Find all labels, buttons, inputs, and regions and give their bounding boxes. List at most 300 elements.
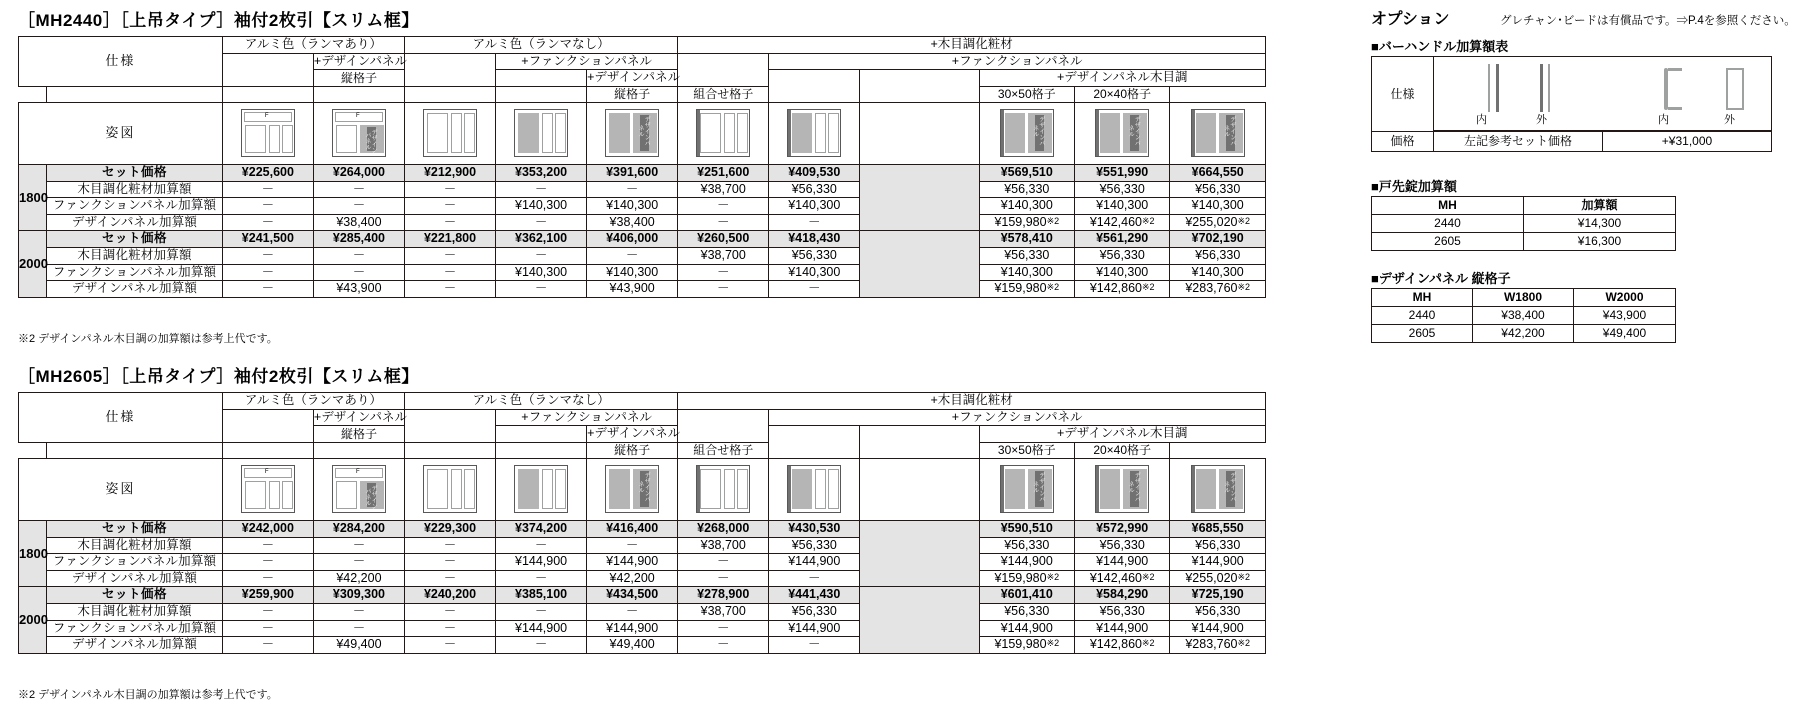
wood-trim bbox=[1001, 466, 1004, 512]
blank-fp-3 bbox=[860, 70, 979, 103]
blank-shaded bbox=[860, 164, 979, 231]
price-cell: － bbox=[313, 181, 404, 198]
price-cell: － bbox=[404, 537, 495, 554]
door-pane bbox=[815, 469, 826, 509]
row-label: ファンクションパネル加算額 bbox=[47, 554, 223, 571]
door-pane bbox=[700, 113, 721, 153]
design-panel-label: デザインパネル bbox=[1222, 116, 1235, 147]
blank-shaded bbox=[860, 231, 979, 298]
price-cell: － bbox=[496, 537, 587, 554]
row-label: デザインパネル加算額 bbox=[47, 281, 223, 298]
blank-mokume bbox=[678, 53, 769, 86]
price-cell: － bbox=[404, 637, 495, 654]
price-cell: ¥140,300 bbox=[1074, 264, 1169, 281]
blank-fp-3 bbox=[860, 426, 979, 459]
price-cell: ¥38,400 bbox=[587, 214, 678, 231]
price-cell: － bbox=[587, 181, 678, 198]
handle-figures bbox=[1436, 58, 1769, 129]
design-panel-label: デザインパネル bbox=[1222, 472, 1235, 503]
price-cell: － bbox=[404, 198, 495, 215]
price-cell: ¥142,860$^{※2}$ bbox=[1074, 637, 1169, 654]
door-pane bbox=[245, 125, 266, 153]
tosaki-col-amount: 加算額 bbox=[1524, 197, 1676, 215]
blank-spec-1 bbox=[19, 442, 47, 458]
tosaki-table bbox=[1371, 196, 1676, 251]
price-cell: ¥144,900 bbox=[1074, 620, 1169, 637]
price-cell: － bbox=[313, 198, 404, 215]
blank-fp-1 bbox=[496, 426, 587, 443]
price-cell: － bbox=[222, 281, 313, 298]
row-label: セット価格 bbox=[47, 164, 223, 181]
price-cell: ¥416,400 bbox=[587, 520, 678, 537]
price-cell: － bbox=[678, 554, 769, 571]
price-cell: ¥43,900 bbox=[587, 281, 678, 298]
price-cell: ¥725,190 bbox=[1170, 587, 1266, 604]
door-pane bbox=[555, 469, 566, 509]
dp-col-mh: MH bbox=[1372, 289, 1473, 307]
price-cell: ¥259,900 bbox=[222, 587, 313, 604]
blank-a4 bbox=[496, 442, 587, 458]
price-cell: ¥409,530 bbox=[769, 164, 860, 181]
price-cell: ¥229,300 bbox=[404, 520, 495, 537]
option-title: オプション bbox=[1371, 11, 1450, 28]
price-cell: ¥140,300 bbox=[979, 264, 1074, 281]
price-cell: ¥285,400 bbox=[313, 231, 404, 248]
tosaki-heading: ■戸先錠加算額 bbox=[1371, 179, 1457, 194]
price-cell: － bbox=[769, 637, 860, 654]
tosaki-mh: 2440 bbox=[1372, 215, 1524, 233]
door-figure-6 bbox=[678, 458, 769, 520]
price-cell: ¥38,700 bbox=[678, 537, 769, 554]
tosaki-amount: ¥16,300 bbox=[1524, 233, 1676, 251]
spec-header-cell: 仕様 bbox=[19, 393, 223, 443]
price-cell: － bbox=[404, 570, 495, 587]
price-cell: － bbox=[222, 537, 313, 554]
price-cell: － bbox=[769, 281, 860, 298]
price-cell: ¥140,300 bbox=[769, 264, 860, 281]
blank-fp-1 bbox=[496, 70, 587, 87]
price-cell: ¥685,550 bbox=[1170, 520, 1266, 537]
door-figure-7 bbox=[769, 458, 860, 520]
row-label: 木目調化粧材加算額 bbox=[47, 537, 223, 554]
price-cell: ¥43,900 bbox=[313, 281, 404, 298]
handle-bar-outer-2 bbox=[1548, 64, 1550, 112]
subheader-2040: 20×40格子 bbox=[1074, 86, 1169, 102]
subheader-design-panel-2: +デザインパネル bbox=[587, 426, 678, 443]
door-figure-2 bbox=[313, 458, 404, 520]
price-cell: ¥430,530 bbox=[769, 520, 860, 537]
blank-fp-2 bbox=[769, 426, 860, 459]
figure-header-cell: 姿図 bbox=[19, 102, 223, 164]
price-cell: ¥56,330 bbox=[1074, 604, 1169, 621]
price-cell: － bbox=[769, 214, 860, 231]
price-cell: ¥144,900 bbox=[979, 554, 1074, 571]
subheader-tate-koushi-2: 縦格子 bbox=[587, 442, 678, 458]
price-cell: － bbox=[313, 537, 404, 554]
price-cell: ¥284,200 bbox=[313, 520, 404, 537]
price-cell: ¥159,980$^{※2}$ bbox=[979, 637, 1074, 654]
row-label: セット価格 bbox=[47, 520, 223, 537]
price-cell: ¥42,200 bbox=[313, 570, 404, 587]
subheader-tate-koushi-2: 縦格子 bbox=[587, 86, 678, 102]
price-cell: ¥42,200 bbox=[587, 570, 678, 587]
section-2-title: ［MH2605］［上吊タイプ］袖付2枚引【スリム框】 bbox=[18, 367, 419, 386]
price-cell: ¥56,330 bbox=[1074, 537, 1169, 554]
function-panel-area bbox=[1196, 113, 1216, 153]
footnote-1: ※2 デザインパネル木目調の加算額は参考上代です。 bbox=[18, 333, 278, 345]
price-cell: ¥406,000 bbox=[587, 231, 678, 248]
price-cell: ¥144,900 bbox=[587, 554, 678, 571]
door-figure-2 bbox=[313, 102, 404, 164]
price-cell: － bbox=[404, 214, 495, 231]
row-label: ファンクションパネル加算額 bbox=[47, 198, 223, 215]
door-figure-3 bbox=[404, 102, 495, 164]
price-cell: ¥49,400 bbox=[587, 637, 678, 654]
tosaki-amount: ¥14,300 bbox=[1524, 215, 1676, 233]
blank-a3 bbox=[404, 442, 495, 458]
blank-alumi-ranma bbox=[222, 53, 313, 86]
price-cell: ¥144,900 bbox=[979, 620, 1074, 637]
bar-handle-price-label: 価格 bbox=[1372, 132, 1434, 152]
price-cell: ¥144,900 bbox=[496, 620, 587, 637]
price-cell: ¥140,300 bbox=[769, 198, 860, 215]
function-panel-area bbox=[1196, 469, 1216, 509]
price-cell: ¥142,860$^{※2}$ bbox=[1074, 281, 1169, 298]
subheader-kumiawase: 組合せ格子 bbox=[678, 86, 769, 102]
price-cell: ¥159,980$^{※2}$ bbox=[979, 570, 1074, 587]
price-cell: ¥142,460$^{※2}$ bbox=[1074, 570, 1169, 587]
design-panel-label: デザインパネル bbox=[363, 129, 376, 154]
price-cell: － bbox=[404, 620, 495, 637]
price-cell: － bbox=[769, 570, 860, 587]
dp-mh: 2605 bbox=[1372, 325, 1473, 343]
price-cell: － bbox=[313, 554, 404, 571]
door-label-f: F bbox=[355, 469, 360, 476]
handle-round-inner-bot bbox=[1668, 107, 1682, 110]
price-cell: － bbox=[222, 604, 313, 621]
price-cell: － bbox=[404, 181, 495, 198]
price-cell: ¥142,460$^{※2}$ bbox=[1074, 214, 1169, 231]
door-pane bbox=[245, 481, 266, 509]
door-figure-5 bbox=[587, 102, 678, 164]
dp-col-w2000: W2000 bbox=[1574, 289, 1676, 307]
price-cell: ¥309,300 bbox=[313, 587, 404, 604]
blank-spec-1 bbox=[19, 86, 47, 102]
function-panel-area bbox=[1100, 469, 1120, 509]
price-cell: ¥212,900 bbox=[404, 164, 495, 181]
function-panel-area bbox=[609, 469, 630, 509]
height-label-1800: 1800 bbox=[19, 164, 47, 231]
blank-mokume bbox=[678, 409, 769, 442]
door-pane bbox=[427, 113, 448, 153]
price-cell: － bbox=[678, 198, 769, 215]
handle-inner-label-1: 内 bbox=[1476, 114, 1487, 126]
price-cell: ¥56,330 bbox=[1074, 181, 1169, 198]
price-cell: － bbox=[587, 248, 678, 265]
price-cell: ¥601,410 bbox=[979, 587, 1074, 604]
design-panel-label: デザインパネル bbox=[363, 485, 376, 510]
price-cell: ¥385,100 bbox=[496, 587, 587, 604]
door-label-f: F bbox=[355, 113, 360, 120]
blank-a1 bbox=[222, 86, 313, 102]
design-panel-heading: ■デザインパネル 縦格子 bbox=[1371, 271, 1511, 286]
tosaki-mh: 2605 bbox=[1372, 233, 1524, 251]
group-header-mokume: +木目調化粧材 bbox=[678, 37, 1266, 54]
wood-trim bbox=[788, 110, 791, 156]
price-cell: － bbox=[222, 570, 313, 587]
price-cell: ¥56,330 bbox=[769, 604, 860, 621]
function-panel-area bbox=[1100, 113, 1120, 153]
handle-round-inner-top bbox=[1668, 68, 1682, 71]
row-label: ファンクションパネル加算額 bbox=[47, 620, 223, 637]
dp-w2000: ¥43,900 bbox=[1574, 307, 1676, 325]
price-cell: ¥140,300 bbox=[587, 198, 678, 215]
blank-spec-2 bbox=[47, 86, 223, 102]
price-cell: ¥56,330 bbox=[979, 604, 1074, 621]
price-cell: ¥56,330 bbox=[769, 181, 860, 198]
row-label: ファンクションパネル加算額 bbox=[47, 264, 223, 281]
door-pane bbox=[828, 113, 839, 153]
price-cell: ¥49,400 bbox=[313, 637, 404, 654]
door-pane bbox=[282, 125, 293, 153]
price-cell: ¥144,900 bbox=[1074, 554, 1169, 571]
door-pane bbox=[427, 469, 448, 509]
price-cell: ¥144,900 bbox=[769, 620, 860, 637]
price-cell: ¥590,510 bbox=[979, 520, 1074, 537]
price-cell: － bbox=[313, 248, 404, 265]
design-panel-label: デザインパネル bbox=[1127, 472, 1140, 503]
price-cell: ¥56,330 bbox=[769, 537, 860, 554]
price-cell: － bbox=[404, 248, 495, 265]
door-figure-5 bbox=[587, 458, 678, 520]
bar-handle-right-value: +¥31,000 bbox=[1603, 132, 1772, 152]
subheader-design-panel-1: +デザインパネル bbox=[313, 53, 404, 70]
price-cell: ¥240,200 bbox=[404, 587, 495, 604]
price-cell: － bbox=[222, 181, 313, 198]
price-cell: ¥561,290 bbox=[1074, 231, 1169, 248]
function-panel-area bbox=[792, 113, 812, 153]
price-cell: ¥38,700 bbox=[678, 181, 769, 198]
door-pane bbox=[282, 481, 293, 509]
row-label: デザインパネル加算額 bbox=[47, 214, 223, 231]
subheader-function-panel-2: +ファンクションパネル bbox=[769, 409, 1266, 426]
price-cell: ¥159,980$^{※2}$ bbox=[979, 281, 1074, 298]
price-cell: ¥418,430 bbox=[769, 231, 860, 248]
design-panel-label: デザインパネル bbox=[637, 116, 650, 147]
row-label: セット価格 bbox=[47, 231, 223, 248]
bar-handle-left-value: 左記参考セット価格 bbox=[1434, 132, 1603, 152]
price-cell: ¥374,200 bbox=[496, 520, 587, 537]
door-pane bbox=[542, 469, 553, 509]
price-cell: ¥56,330 bbox=[1170, 248, 1266, 265]
subheader-design-wood: +デザインパネル木目調 bbox=[979, 70, 1265, 87]
door-pane bbox=[724, 113, 735, 153]
dp-w2000: ¥49,400 bbox=[1574, 325, 1676, 343]
door-figure-9 bbox=[1074, 458, 1169, 520]
height-label-1800: 1800 bbox=[19, 520, 47, 587]
door-pane bbox=[828, 469, 839, 509]
figure-blank bbox=[860, 102, 979, 164]
price-cell: － bbox=[496, 570, 587, 587]
blank-a4 bbox=[496, 86, 587, 102]
option-note: グレチャン･ビードは有償品です。⇒P.4を参照ください。 bbox=[1500, 15, 1796, 27]
blank-a1 bbox=[222, 442, 313, 458]
price-cell: － bbox=[222, 248, 313, 265]
price-cell: ¥38,400 bbox=[313, 214, 404, 231]
price-cell: － bbox=[496, 248, 587, 265]
bar-handle-table bbox=[1371, 56, 1772, 152]
handle-round-outer bbox=[1726, 68, 1744, 110]
door-pane bbox=[451, 469, 462, 509]
blank-alumi-noranma bbox=[404, 53, 495, 86]
subheader-tate-koushi-1: 縦格子 bbox=[313, 426, 404, 443]
design-panel-table bbox=[1371, 288, 1676, 343]
footnote-2: ※2 デザインパネル木目調の加算額は参考上代です。 bbox=[18, 689, 278, 701]
design-panel-label: デザインパネル bbox=[1031, 116, 1044, 147]
height-label-2000: 2000 bbox=[19, 231, 47, 298]
group-header-alumi-noranma: アルミ色（ランマなし） bbox=[404, 393, 677, 410]
dp-w1800: ¥38,400 bbox=[1473, 307, 1574, 325]
door-pane bbox=[737, 113, 748, 153]
price-cell: － bbox=[222, 554, 313, 571]
function-panel-area bbox=[1005, 469, 1025, 509]
price-cell: ¥56,330 bbox=[769, 248, 860, 265]
door-figure-10 bbox=[1170, 458, 1266, 520]
design-panel-label: デザインパネル bbox=[1127, 116, 1140, 147]
price-cell: － bbox=[404, 554, 495, 571]
subheader-design-wood: +デザインパネル木目調 bbox=[979, 426, 1265, 443]
price-cell: － bbox=[496, 214, 587, 231]
price-cell: ¥569,510 bbox=[979, 164, 1074, 181]
blank-spec-2 bbox=[47, 442, 223, 458]
function-panel-area bbox=[609, 113, 630, 153]
price-cell: ¥144,900 bbox=[496, 554, 587, 571]
door-pane bbox=[336, 125, 357, 153]
dp-w1800: ¥42,200 bbox=[1473, 325, 1574, 343]
door-pane bbox=[815, 113, 826, 153]
handle-bar-inner-2 bbox=[1496, 64, 1499, 112]
wood-trim bbox=[697, 466, 700, 512]
subheader-design-panel-2: +デザインパネル bbox=[587, 70, 678, 87]
tosaki-col-mh: MH bbox=[1372, 197, 1524, 215]
door-figure-4 bbox=[496, 102, 587, 164]
door-pane bbox=[269, 481, 280, 509]
group-header-alumi-ranma: アルミ色（ランマあり） bbox=[222, 393, 404, 410]
price-cell: ¥362,100 bbox=[496, 231, 587, 248]
price-cell: － bbox=[313, 604, 404, 621]
door-pane bbox=[724, 469, 735, 509]
price-cell: ¥56,330 bbox=[1170, 181, 1266, 198]
door-label-f: F bbox=[264, 469, 269, 476]
price-cell: ¥278,900 bbox=[678, 587, 769, 604]
price-cell: ¥434,500 bbox=[587, 587, 678, 604]
subheader-function-panel-2: +ファンクションパネル bbox=[769, 53, 1266, 70]
bar-handle-spec-label: 仕様 bbox=[1372, 57, 1434, 132]
row-label: セット価格 bbox=[47, 587, 223, 604]
price-cell: ¥441,430 bbox=[769, 587, 860, 604]
price-cell: ¥140,300 bbox=[496, 264, 587, 281]
row-label: デザインパネル加算額 bbox=[47, 570, 223, 587]
price-cell: － bbox=[587, 604, 678, 621]
price-cell: － bbox=[404, 281, 495, 298]
subheader-2040: 20×40格子 bbox=[1074, 442, 1169, 458]
price-cell: ¥144,900 bbox=[769, 554, 860, 571]
door-figure-1 bbox=[222, 458, 313, 520]
section-1-title: ［MH2440］［上吊タイプ］袖付2枚引【スリム框】 bbox=[18, 11, 419, 30]
price-cell: ¥221,800 bbox=[404, 231, 495, 248]
price-cell: ¥159,980$^{※2}$ bbox=[979, 214, 1074, 231]
price-cell: ¥140,300 bbox=[496, 198, 587, 215]
price-cell: ¥140,300 bbox=[1170, 198, 1266, 215]
handle-outer-label-1: 外 bbox=[1536, 114, 1547, 126]
height-label-2000: 2000 bbox=[19, 587, 47, 654]
price-cell: － bbox=[222, 637, 313, 654]
price-cell: ¥56,330 bbox=[979, 181, 1074, 198]
group-header-alumi-ranma: アルミ色（ランマあり） bbox=[222, 37, 404, 54]
price-cell: ¥56,330 bbox=[1170, 537, 1266, 554]
subheader-3050: 30×50格子 bbox=[979, 86, 1074, 102]
price-cell: ¥140,300 bbox=[587, 264, 678, 281]
price-cell: ¥56,330 bbox=[979, 248, 1074, 265]
blank-shaded bbox=[860, 520, 979, 587]
function-panel-area bbox=[1005, 113, 1025, 153]
door-figure-8 bbox=[979, 102, 1074, 164]
price-cell: － bbox=[678, 637, 769, 654]
door-figure-7 bbox=[769, 102, 860, 164]
bar-handle-figure-cell bbox=[1434, 57, 1772, 131]
price-cell: ¥578,410 bbox=[979, 231, 1074, 248]
price-cell: － bbox=[678, 620, 769, 637]
dp-mh: 2440 bbox=[1372, 307, 1473, 325]
subheader-tate-koushi-1: 縦格子 bbox=[313, 70, 404, 87]
wood-trim bbox=[1192, 466, 1195, 512]
price-cell: ¥38,700 bbox=[678, 248, 769, 265]
row-label: 木目調化粧材加算額 bbox=[47, 181, 223, 198]
price-cell: － bbox=[678, 214, 769, 231]
wood-trim bbox=[697, 110, 700, 156]
group-header-mokume: +木目調化粧材 bbox=[678, 393, 1266, 410]
blank-shaded bbox=[860, 587, 979, 654]
price-cell: － bbox=[587, 537, 678, 554]
door-figure-3 bbox=[404, 458, 495, 520]
price-cell: ¥664,550 bbox=[1170, 164, 1266, 181]
door-figure-6 bbox=[678, 102, 769, 164]
door-pane bbox=[269, 125, 280, 153]
wood-trim bbox=[1192, 110, 1195, 156]
wood-trim bbox=[1001, 110, 1004, 156]
price-cell: ¥251,600 bbox=[678, 164, 769, 181]
handle-bar-inner-1 bbox=[1488, 64, 1490, 112]
subheader-function-panel-1: +ファンクションパネル bbox=[496, 53, 678, 70]
handle-round-inner bbox=[1664, 68, 1668, 110]
figure-blank bbox=[860, 458, 979, 520]
price-table-mh2440 bbox=[18, 36, 1266, 298]
price-cell: ¥140,300 bbox=[979, 198, 1074, 215]
price-cell: － bbox=[678, 281, 769, 298]
wood-trim bbox=[1096, 466, 1099, 512]
row-label: デザインパネル加算額 bbox=[47, 637, 223, 654]
price-cell: ¥144,900 bbox=[587, 620, 678, 637]
price-cell: － bbox=[222, 620, 313, 637]
blank-a2 bbox=[313, 86, 404, 102]
subheader-3050: 30×50格子 bbox=[979, 442, 1074, 458]
door-pane bbox=[555, 113, 566, 153]
price-cell: ¥56,330 bbox=[1170, 604, 1266, 621]
row-label: 木目調化粧材加算額 bbox=[47, 248, 223, 265]
subheader-function-panel-1: +ファンクションパネル bbox=[496, 409, 678, 426]
price-cell: － bbox=[678, 264, 769, 281]
price-cell: ¥260,500 bbox=[678, 231, 769, 248]
